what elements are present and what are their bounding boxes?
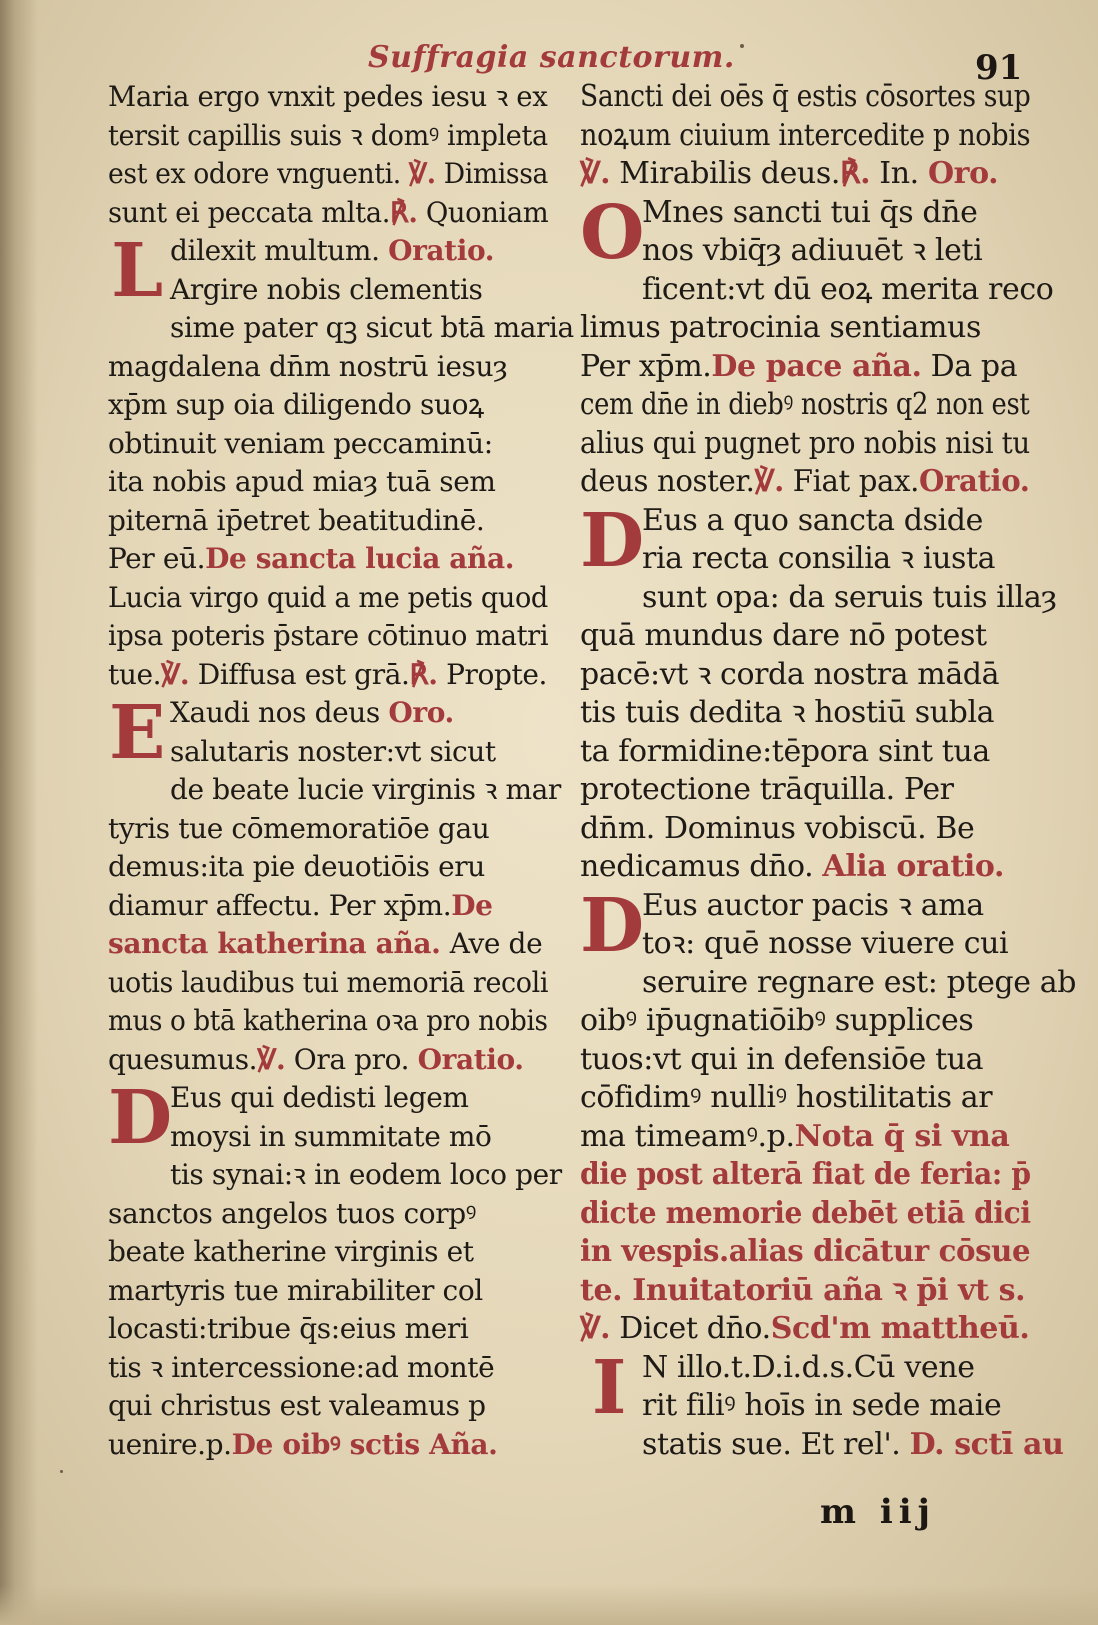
- rubric-text: ℣.: [257, 1042, 286, 1076]
- ink-speck: [740, 44, 744, 48]
- left-text-column: [108, 78, 574, 1464]
- rubric-text: ℟.: [390, 195, 418, 229]
- text-line: [108, 579, 548, 618]
- body-text: tis tuis dedita ꝛ hostiū subla: [580, 695, 995, 730]
- body-text: quā mundus dare nō potest: [580, 618, 987, 653]
- text-line: [108, 502, 548, 541]
- body-text: sunt ei peccata mlta.: [108, 195, 391, 229]
- text-line: [580, 1118, 1030, 1157]
- text-line: [580, 1156, 1030, 1195]
- text-line: [108, 348, 548, 387]
- body-text: alius qui pugnet pro nobis nisi tu: [580, 425, 1030, 461]
- rubric-text: Oro.: [927, 156, 999, 191]
- body-text: tuos:vt qui in defensiōe tua: [580, 1041, 984, 1077]
- body-text: Argire nobis clementis: [170, 272, 483, 306]
- text-line: [580, 1272, 1030, 1311]
- text-line: [108, 1310, 548, 1349]
- text-line: [108, 1195, 548, 1234]
- body-text: limus patrocinia sentiamus: [580, 310, 981, 345]
- body-text: Ave de: [449, 927, 543, 960]
- rubric-text: Oratio.: [388, 234, 495, 267]
- text-line: [108, 848, 548, 887]
- body-text: rit filiꝰ hoīs in sede maie: [642, 1388, 1002, 1423]
- body-text: sunt opa: da seruis tuis illaȝ: [642, 579, 1057, 615]
- text-line: [580, 810, 1030, 849]
- text-line: [108, 1272, 548, 1311]
- rubric-text: sancta katherina aña.: [108, 927, 450, 960]
- text-line: [580, 771, 1030, 810]
- body-text: tersit capillis suis ꝛ domꝰ impleta: [108, 118, 548, 152]
- rubric-text: ℣.: [580, 1311, 611, 1346]
- text-line: [580, 386, 1030, 425]
- rubric-text: De pace aña.: [711, 348, 922, 384]
- body-text: locasti:tribue q̄s:eius meri: [108, 1312, 469, 1345]
- text-line: [580, 656, 1030, 695]
- text-line: [108, 733, 548, 772]
- text-line: [108, 386, 548, 425]
- body-text: Xaudi nos deus: [170, 696, 389, 729]
- body-text: uenire.p.: [108, 1427, 232, 1461]
- body-text: Lucia virgo quid a me petis quod: [108, 580, 548, 614]
- body-text: tis synai:ꝛ in eodem loco per: [170, 1158, 562, 1191]
- body-text: ria recta consilia ꝛ iusta: [642, 541, 996, 576]
- rubric-text: in vespis.alias dicātur cōsue: [580, 1234, 1031, 1269]
- body-text: ita nobis apud miaȝ tuā sem: [108, 465, 496, 498]
- drop-initial: D: [580, 497, 644, 584]
- body-text: quesumus.: [108, 1042, 258, 1076]
- text-line: [108, 1041, 548, 1080]
- text-line: [580, 271, 1054, 310]
- text-line: [580, 1233, 1030, 1272]
- folio-number: 91: [975, 48, 1023, 88]
- text-line: [108, 155, 548, 194]
- body-text: sime pater qꝫ sicut btā maria: [170, 311, 574, 344]
- rubric-text: Oro.: [388, 696, 454, 729]
- body-text: tis ꝛ intercessione:ad montē: [108, 1350, 495, 1384]
- rubric-text: Nota q̄ si vna: [794, 1118, 1010, 1154]
- right-text-column: [580, 78, 1077, 1464]
- rubric-text: te. Inuitatoriū aña ꝛ p̄i vt s.: [580, 1272, 1026, 1308]
- rubric-text: Scd'm mattheū.: [770, 1311, 1030, 1346]
- drop-initial: D: [108, 1075, 172, 1161]
- body-text: nedicamus dn̄o.: [580, 849, 823, 884]
- body-text: Propte.: [437, 657, 548, 691]
- text-line: [580, 348, 1030, 387]
- text-line: [108, 463, 548, 502]
- signature-mark: m iij: [820, 1492, 936, 1532]
- rubric-text: die post alterā fiat de feria: p̄: [580, 1157, 1031, 1192]
- running-header: Suffragia sanctorum.: [368, 40, 735, 75]
- body-text: uotis laudibus tui memoriā recoli: [108, 965, 549, 999]
- body-text: obtinuit veniam peccaminū:: [108, 426, 493, 460]
- text-line: [580, 155, 1030, 194]
- rubric-text: ℣.: [754, 464, 784, 499]
- body-text: In.: [870, 156, 928, 191]
- drop-initial: E: [108, 690, 165, 776]
- text-line: [580, 1002, 1030, 1041]
- rubric-text: Oratio.: [417, 1042, 524, 1076]
- text-line: [108, 540, 548, 579]
- body-text: nos vbiq̄ȝ adiuuēt ꝛ leti: [642, 233, 983, 268]
- rubric-text: De: [451, 888, 493, 922]
- body-text: ta formidine:tēpora sint tua: [580, 733, 990, 769]
- text-line: [108, 1349, 548, 1388]
- text-line: [580, 1195, 1030, 1234]
- body-text: Eus a quo sancta dside: [642, 502, 983, 538]
- page-gutter-shadow: [0, 0, 38, 1625]
- body-text: Eus qui dedisti legem: [170, 1081, 469, 1114]
- body-text: tue.: [108, 657, 162, 691]
- body-text: Per eū.: [108, 542, 206, 575]
- text-line: [108, 810, 548, 849]
- text-line: [580, 78, 1030, 117]
- body-text: Dimissa: [435, 157, 549, 190]
- text-line: [108, 1387, 548, 1426]
- text-line: [108, 925, 548, 964]
- body-text: beate katherine virginis et: [108, 1235, 474, 1268]
- rubric-text: ℟.: [409, 657, 438, 691]
- body-text: statis sue. Et rel'.: [642, 1426, 910, 1462]
- body-text: magdalena dn̄m nostrū iesuȝ: [108, 349, 508, 383]
- body-text: Per xp̄m.: [580, 348, 712, 384]
- text-line: [580, 1310, 1030, 1349]
- text-line: [108, 656, 548, 695]
- rubric-text: ℣.: [580, 156, 611, 191]
- rubric-text: ℣.: [408, 157, 436, 190]
- drop-initial: O: [580, 189, 645, 276]
- body-text: cem dn̄e in diebꝰ nostris q2 non est: [580, 387, 1030, 422]
- text-line: [108, 1233, 548, 1272]
- body-text: dilexit multum.: [170, 234, 389, 267]
- body-text: Fiat pax.: [783, 464, 919, 499]
- text-line: [580, 1387, 1030, 1426]
- text-line: [108, 271, 548, 310]
- rubric-text: De oibꝰ sctis Aña.: [231, 1427, 498, 1461]
- text-line: [108, 1156, 562, 1195]
- rubric-text: D. sctī au: [909, 1426, 1064, 1462]
- body-text: piternā ip̄etret beatitudinē.: [108, 503, 485, 537]
- text-line: [580, 964, 1077, 1003]
- body-text: qui christus est valeamus p: [108, 1389, 486, 1422]
- text-line: [580, 425, 1030, 464]
- body-text: ipsa poteris p̄stare cōtinuo matri: [108, 619, 549, 652]
- body-text: Maria ergo vnxit pedes iesu ꝛ ex: [108, 80, 548, 113]
- body-text: seruire regnare est: ptege ab: [642, 964, 1077, 1000]
- body-text: martyris tue mirabiliter col: [108, 1273, 483, 1307]
- text-line: [108, 617, 548, 656]
- text-line: [108, 117, 548, 156]
- rubric-text: De sancta lucia aña.: [205, 542, 515, 575]
- body-text: mus o btā katherina oꝛa pro nobis: [108, 1004, 548, 1037]
- body-text: Da pa: [921, 348, 1018, 384]
- body-text: Ora pro.: [285, 1042, 418, 1076]
- body-text: toꝛ: quē nosse viuere cui: [642, 926, 1009, 961]
- body-text: moysi in summitate mō: [170, 1119, 492, 1153]
- drop-initial: I: [591, 1344, 627, 1431]
- text-line: [580, 617, 1030, 656]
- text-line: [580, 925, 1030, 964]
- text-line: [580, 1426, 1064, 1465]
- body-text: Eus auctor pacis ꝛ ama: [642, 887, 984, 923]
- body-text: sanctos angelos tuos corpꝰ: [108, 1196, 477, 1230]
- text-line: [108, 964, 548, 1003]
- text-line: [108, 887, 548, 926]
- text-line: [108, 771, 561, 810]
- text-line: [108, 425, 548, 464]
- body-text: Sancti dei oēs q̄ estis cōsortes sup: [580, 79, 1031, 114]
- body-text: ma timeamꝰ.p.: [580, 1118, 795, 1154]
- drop-initial: D: [580, 882, 644, 969]
- rubric-text: dicte memorie debēt etiā dici: [580, 1195, 1031, 1231]
- body-text: demus:ita pie deuotiōis eru: [108, 850, 485, 883]
- body-text: noꝝum ciuium intercedite p nobis: [580, 117, 1031, 153]
- text-line: [580, 848, 1030, 887]
- body-text: salutaris noster:vt sicut: [170, 734, 496, 768]
- text-line: [108, 1426, 548, 1465]
- body-text: de beate lucie virginis ꝛ mar: [170, 773, 561, 806]
- body-text: Quoniam: [417, 195, 549, 229]
- body-text: N illo.t.D.i.d.s.Cū vene: [642, 1349, 975, 1385]
- rubric-text: Alia oratio.: [822, 849, 1004, 884]
- text-line: [108, 78, 548, 117]
- text-line: [580, 463, 1030, 502]
- body-text: diamur affectu. Per xp̄m.: [108, 888, 452, 922]
- body-text: pacē:vt ꝛ corda nostra mādā: [580, 656, 1000, 692]
- text-line: [580, 309, 1030, 348]
- rubric-text: ℣.: [161, 657, 190, 691]
- text-line: [580, 579, 1057, 618]
- text-line: [108, 194, 548, 233]
- body-text: protectione trāquilla. Per: [580, 772, 954, 807]
- text-line: [580, 540, 1030, 579]
- text-line: [580, 1079, 1030, 1118]
- body-text: Dicet dn̄o.: [610, 1311, 771, 1346]
- body-text: Mnes sancti tui q̄s dn̄e: [642, 194, 978, 230]
- text-line: [580, 117, 1030, 156]
- text-line: [580, 232, 1030, 271]
- text-line: [580, 1041, 1030, 1080]
- body-text: xp̄m sup oia diligendo suoꝝ: [108, 388, 484, 421]
- body-text: Mirabilis deus.: [610, 156, 840, 191]
- body-text: est ex odore vnguenti.: [108, 157, 409, 190]
- body-text: deus noster.: [580, 464, 755, 499]
- text-line: [108, 309, 574, 348]
- body-text: cōfidimꝰ nulliꝰ hostilitatis ar: [580, 1080, 993, 1115]
- body-text: oibꝰ ip̄ugnatiōibꝰ supplices: [580, 1003, 974, 1038]
- body-text: Diffusa est grā.: [189, 657, 410, 691]
- drop-initial: L: [111, 228, 163, 314]
- rubric-text: Oratio.: [918, 464, 1030, 499]
- page-bottom-shadow: [0, 1585, 1098, 1625]
- ink-speck: [60, 1470, 63, 1473]
- body-text: ficent:vt dū eoꝝ merita reco: [642, 271, 1054, 307]
- text-line: [580, 694, 1030, 733]
- text-line: [108, 1118, 548, 1157]
- text-line: [108, 1002, 548, 1041]
- text-line: [580, 733, 1030, 772]
- body-text: dn̄m. Dominus vobiscū. Be: [580, 810, 975, 846]
- rubric-text: ℟.: [839, 156, 871, 191]
- body-text: tyris tue cōmemoratiōe gau: [108, 811, 490, 845]
